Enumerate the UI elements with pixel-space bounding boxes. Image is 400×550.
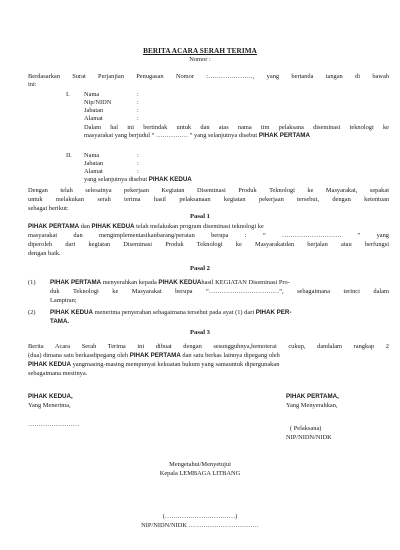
party2-alamat-label: Alamat [84, 168, 103, 175]
pasal2-item2-line-1: PIHAK KEDUA menerima penyerahan sebagaimana tersebut pada ayat (1) dari PIHAK PER- [50, 309, 292, 316]
party1-alamat-colon: : [137, 115, 139, 122]
pasal3-heading: Pasal 3 [190, 329, 210, 336]
pasal1-line-2: masyarakat dan mengimplementasikanbarang/peratan berupa : “ ………………………. ” yang [28, 232, 389, 239]
para1-line-1: Dengan telah selesainya pekerjaan Kegiatan Diseminasi Produk Teknologi ke Masyarakat, sepakat [28, 187, 389, 194]
approval-line-2: Kepala LEMBAGA LITBANG [159, 470, 241, 477]
sign-right-nip: NIP/NIDN/NIDK [286, 434, 332, 441]
party1-jabatan-label: Jabatan [84, 107, 104, 114]
para1-line-3: sebagai berikut: [28, 205, 69, 212]
party1-nip-label: Nip/NIDN [84, 99, 112, 106]
party2-alamat-colon: : [137, 168, 139, 175]
approval-line-1: Mengetahui/Menyetujui [169, 461, 231, 468]
document-number: Nomor : [189, 56, 211, 63]
party1-number: I. [66, 91, 70, 98]
sign-right-name: ( Pelaksana) [290, 425, 322, 432]
approval-name: (……………………………) [162, 513, 238, 520]
party1-nip-colon: : [137, 99, 139, 106]
party1-alamat-label: Alamat [84, 115, 103, 122]
pasal2-item1-line-1: PIHAK PERTAMA menyerahkan kepada PIHAK KEDUAhasil KEGIATAN Diseminasi Pro- [50, 279, 290, 286]
pasal2-item2-number: (2) [28, 309, 36, 316]
document-title: BERITA ACARA SERAH TERIMA [143, 47, 257, 55]
party1-desc-line-1: Dalam hal ini bertindak untuk dan atas nama tim pelaksana diseminasi teknologi ke [84, 124, 389, 131]
party2-number: II. [66, 152, 72, 159]
sign-left-subtitle: Yang Menerima, [28, 402, 71, 409]
pasal1-line-1: PIHAK PERTAMA dan PIHAK KEDUA telah melakukan program diseminasi teknologi ke [28, 223, 264, 230]
pasal3-line-1: Berita Acara Serah Terima ini dibuat dengan sesungguhnya,hemoterai cukup, dandalam rangkap 2 [28, 343, 389, 350]
party1-nama-colon: : [137, 91, 139, 98]
pasal1-line-4: dengan baik. [28, 250, 61, 257]
party1-desc-line-2: masyarakat yang berjudul “ …………… ” yang selanjutnya disebut PIHAK PERTAMA [84, 132, 310, 139]
sign-left-title: PIHAK KEDUA, [28, 393, 73, 400]
pasal3-line-4: sebagaimana mestinya. [28, 370, 88, 377]
party2-jabatan-colon: : [137, 160, 139, 167]
intro-line-1: Berdasarkan Surat Perjanjian Penugasan Nomor :…………………, yang bertanda tangan di bawah [28, 73, 389, 80]
approval-nip: NIP/NIDN/NIDK …………………………… [141, 522, 259, 529]
party2-nama-label: Nama [84, 152, 100, 159]
party2-nama-colon: : [137, 152, 139, 159]
pasal2-item1-line-3: Lampiran; [50, 297, 77, 304]
pasal2-item1-number: (1) [28, 279, 36, 286]
pasal2-item1-line-2: duk Teknologi ke Masyarakat berupa “……………………………”, sebagaimana terinci dalam [50, 288, 389, 295]
pasal2-item2-line-2: TAMA. [50, 318, 70, 325]
pasal3-line-2: (dua) dimana satu berkasdipegang oleh PIHAK PERTAMA dan satu berkas lainnya dipegang oleh [28, 352, 280, 359]
sign-left-name-line: …………………… [28, 421, 80, 428]
intro-line-2: ini: [28, 81, 37, 88]
party1-designation: PIHAK PERTAMA [258, 132, 310, 139]
pasal1-line-3: diperoleh dari kegiatan Diseminasi Produk Teknologi ke Masyarakatdan berjalan atau berfungsi [28, 241, 389, 248]
sign-right-subtitle: Yang Menyerahkan, [286, 402, 338, 409]
para1-line-2: untuk melakukan serah terima hasil pelaksanaan kegiatan pekerjaan tersebut, dengan ketentuan [28, 196, 389, 203]
pasal2-heading: Pasal 2 [190, 265, 210, 272]
pasal1-heading: Pasal 1 [190, 213, 210, 220]
sign-right-title: PIHAK PERTAMA, [286, 393, 339, 400]
party2-jabatan-label: Jabatan [84, 160, 104, 167]
party1-nama-label: Nama [84, 91, 100, 98]
party2-designation: PIHAK KEDUA [148, 176, 192, 183]
party1-jabatan-colon: : [137, 107, 139, 114]
pasal3-line-3: PIHAK KEDUA yangmasing-masing mempunyai kekuatan hukum yang samauntuk dipergunakan [28, 361, 280, 368]
party2-desc: yang selanjutnya disebut PIHAK KEDUA [84, 176, 192, 183]
